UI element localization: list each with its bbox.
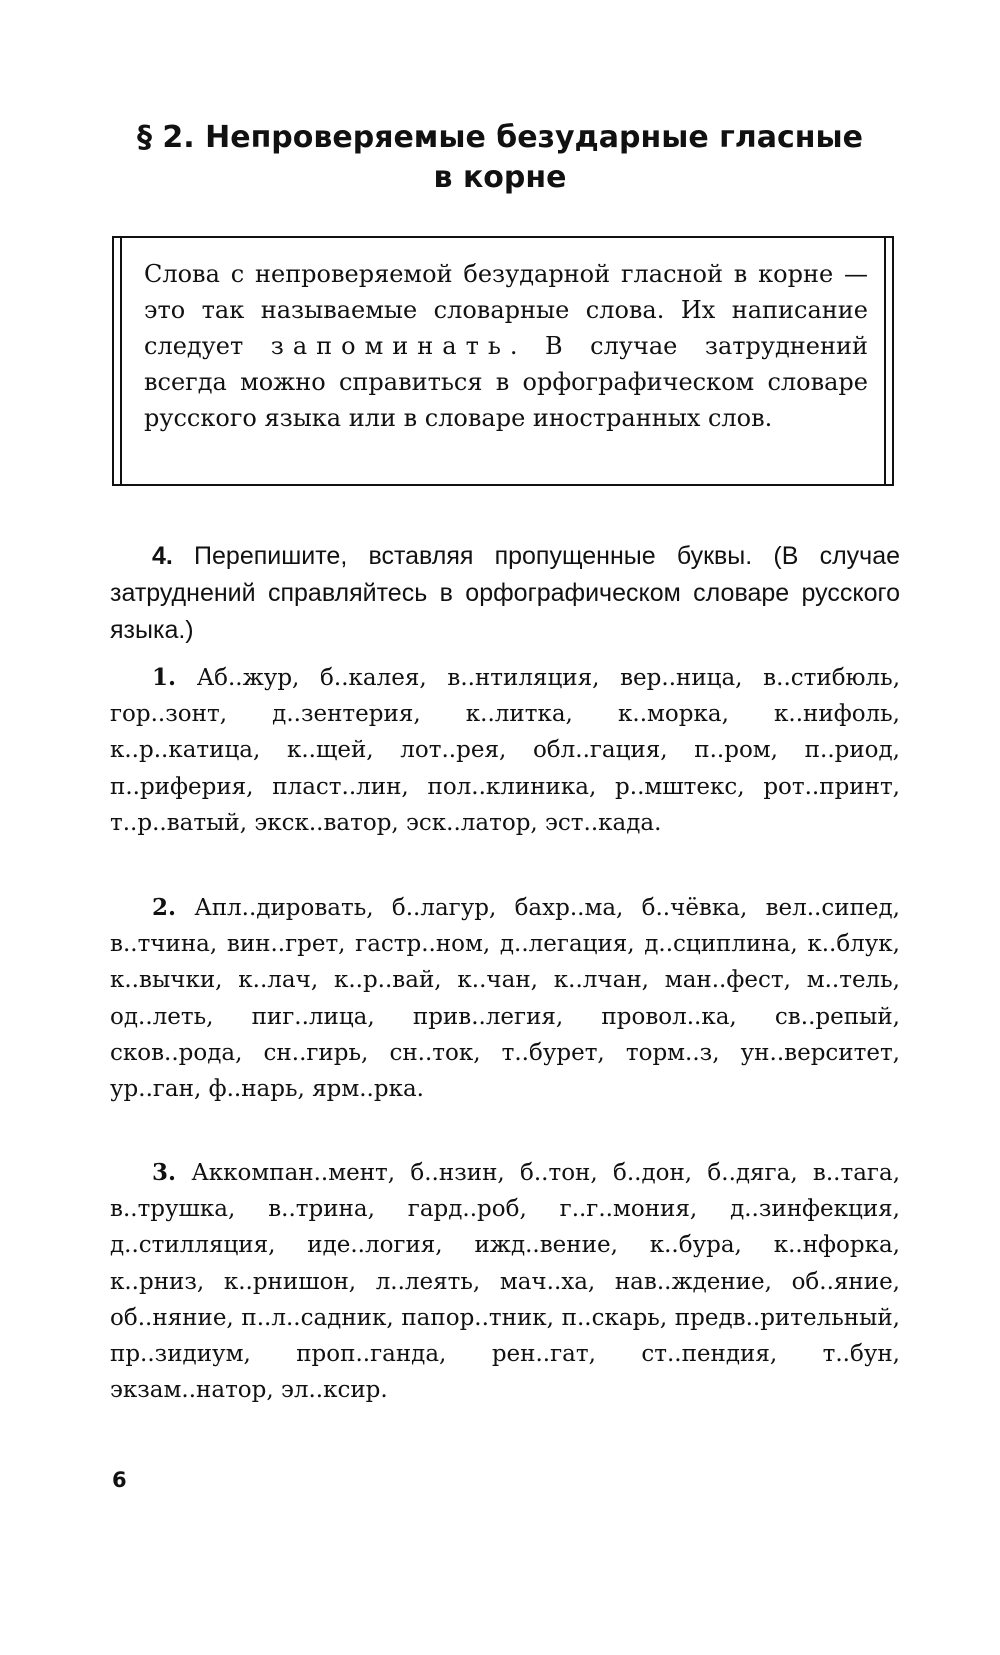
task-instruction [110, 538, 900, 649]
section-title-line2: в корне [433, 160, 567, 195]
exercise-number: 1. [152, 664, 177, 691]
rule-emphasis: запоминать [270, 332, 510, 360]
rule-box [112, 236, 894, 486]
exercise-words: Аккомпан..мент, б..нзин, б..тон, б..дон, б..дяга, в..тага, в..трушка, в..трина, гард..роб, г..г..мония, д..зинфекция, д..стилляция, иде..логия, ижд..вение, к..бура, к..нфорка, к..рниз, к..рнишон, л..леять, мач..ха, нав..ждение, об..яние, об..няние, п..л..садник, папор..тник, п..скарь, предв..рительный, пр..зидиум, проп..ганда, рен..гат, ст..пендия, т..бун, экзам..натор, эл..ксир. [110, 1160, 901, 1404]
section-title-line1: § 2. Непроверяемые безударные гласные [136, 120, 864, 155]
rule-text-end: . В случае затруднений всегда можно справиться в орфографическом словаре русского языка или в словаре иностранных слов. [144, 332, 868, 432]
page-number: 6 [112, 1468, 127, 1492]
exercise-3 [110, 1155, 900, 1408]
section-title [100, 118, 900, 198]
exercise-words: Апл..дировать, б..лагур, бахр..ма, б..чёвка, вел..сипед, в..тчина, вин..грет, гастр..ном, д..легация, д..сциплина, к..блук, к..вычки, к..лач, к..р..вай, к..чан, к..лчан, ман..фест, м..тель, од..леть, пиг..лица, прив..легия, провол..ка, св..репый, сков..рода, сн..гирь, сн..ток, т..бурет, торм..з, ун..верситет, ур..ган, ф..нарь, ярм..рка. [110, 895, 900, 1103]
rule-text-start: Слова с непроверяемой безударной гласной в корне — это так называемые словарные слова. Их написание следует [144, 260, 868, 360]
exercise-words: Аб..жур, б..калея, в..нтиляция, вер..ница, в..стибюль, гор..зонт, д..зентерия, к..литка, к..морка, к..нифоль, к..р..катица, к..щей, лот..рея, обл..гация, п..ром, п..риод, п..риферия, пласт..лин, пол..клиника, р..мштекс, рот..принт, т..р..ватый, экск..ватор, эск..латор, эст..када. [110, 665, 901, 836]
exercise-number: 2. [152, 894, 177, 921]
task-text: Перепишите, вставляя пропущенные буквы. (В случае затруднений справляйтесь в орфографическом словаре русского языка.) [110, 542, 900, 644]
exercise-2 [110, 890, 900, 1107]
exercise-number: 3. [152, 1159, 177, 1186]
rule-text [144, 256, 868, 436]
task-number: 4. [152, 542, 173, 570]
exercise-1 [110, 660, 900, 841]
